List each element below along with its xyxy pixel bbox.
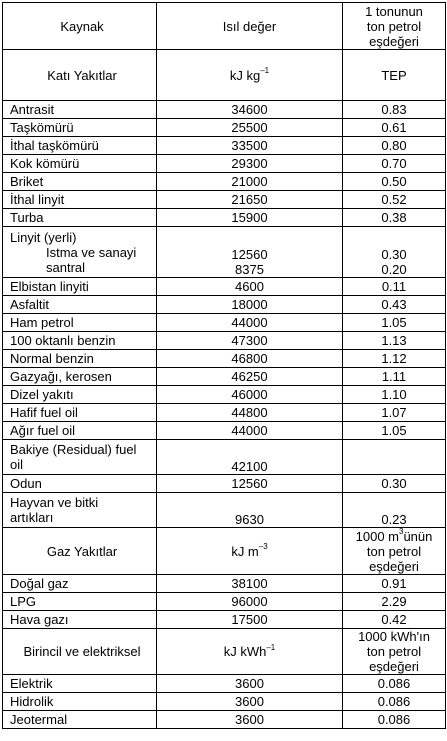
section-title: Gaz Yakıtlar — [3, 528, 157, 575]
elec-col3-line3: eşdeğeri — [369, 659, 419, 674]
unit-exponent: –1 — [260, 66, 270, 76]
tep-value: 1.12 — [343, 350, 446, 368]
hayvan-line1: Hayvan ve bitki — [10, 495, 99, 510]
heating-value: 9630 — [157, 493, 343, 528]
header-source: Kaynak — [3, 3, 157, 50]
table-row — [3, 314, 446, 332]
tep-value: 0.086 — [343, 693, 446, 711]
tep-value: 1.11 — [343, 368, 446, 386]
table-row-hayvan — [3, 493, 446, 528]
tep-value: 1.07 — [343, 404, 446, 422]
table-row — [3, 711, 446, 729]
table-row — [3, 475, 446, 493]
heating-value: 4600 — [157, 278, 343, 296]
elec-col3-line2: ton petrol — [366, 644, 422, 659]
heating-value: 96000 — [157, 593, 343, 611]
heating-value: 34600 — [157, 101, 343, 119]
unit-base: kJ kg — [229, 67, 261, 83]
table-row — [3, 296, 446, 314]
heating-value: 25500 — [157, 119, 343, 137]
linyit-value1: 12560 — [231, 247, 268, 262]
source-name: Normal benzin — [3, 350, 157, 368]
section-gas-header — [3, 528, 446, 575]
heating-value: 46800 — [157, 350, 343, 368]
source-name: LPG — [3, 593, 157, 611]
source-name: Asfaltit — [3, 296, 157, 314]
header-heating-value: Isıl değer — [157, 3, 343, 50]
gas-col3-line1 — [345, 529, 443, 544]
gas-col3-line2: ton petrol — [366, 543, 422, 559]
heating-value: 33500 — [157, 137, 343, 155]
heating-value: 21650 — [157, 191, 343, 209]
tep-value: 0.43 — [343, 296, 446, 314]
header-tep-line2: ton petrol — [366, 18, 422, 34]
tep-value: 0.086 — [343, 711, 446, 729]
source-name — [3, 227, 157, 278]
tep-value: 0.086 — [343, 675, 446, 693]
heating-value: 3600 — [157, 693, 343, 711]
gas-unit-text: 1000 m — [355, 528, 399, 544]
linyit-title: Linyit (yerli) — [10, 229, 77, 245]
heating-value: 3600 — [157, 675, 343, 693]
section-unit — [157, 629, 343, 675]
tep-value: 0.52 — [343, 191, 446, 209]
heating-value: 47300 — [157, 332, 343, 350]
hayvan-line2: artıkları — [10, 510, 54, 525]
heating-value: 46250 — [157, 368, 343, 386]
heating-value: 44800 — [157, 404, 343, 422]
table-row-bakiye — [3, 440, 446, 475]
table-row — [3, 404, 446, 422]
gas-unit-suffix: ünün — [403, 528, 433, 544]
tep-value — [343, 227, 446, 278]
linyit-value2: 8375 — [235, 262, 264, 277]
bakiye-line1: Bakiye (Residual) fuel — [10, 442, 137, 457]
unit-exponent: –3 — [258, 542, 268, 552]
table-row — [3, 386, 446, 404]
table-row — [3, 332, 446, 350]
source-name: İthal taşkömürü — [3, 137, 157, 155]
source-name: İthal linyit — [3, 191, 157, 209]
heating-value — [157, 227, 343, 278]
table-row — [3, 350, 446, 368]
section-electric-header — [3, 629, 446, 675]
section-col3: TEP — [343, 50, 446, 101]
section-title: Katı Yakıtlar — [3, 50, 157, 101]
elec-col3-line1: 1000 kWh'ın — [358, 629, 430, 644]
heating-value: 42100 — [157, 440, 343, 475]
heating-value: 18000 — [157, 296, 343, 314]
table-row — [3, 675, 446, 693]
tep-value: 0.42 — [343, 611, 446, 629]
source-name: Dizel yakıtı — [3, 386, 157, 404]
tep-value: 0.83 — [343, 101, 446, 119]
tep-value: 1.13 — [343, 332, 446, 350]
table-row — [3, 101, 446, 119]
header-tep-line1: 1 tonunun — [365, 3, 423, 19]
unit-base: kJ m — [231, 543, 259, 559]
header-tep-equivalent — [343, 3, 446, 50]
source-name: Jeotermal — [3, 711, 157, 729]
gas-col3-line3: eşdeğeri — [369, 558, 419, 574]
section-col3 — [343, 528, 446, 575]
source-name — [3, 493, 157, 528]
heating-value: 15900 — [157, 209, 343, 227]
table-row — [3, 693, 446, 711]
tep-value: 2.29 — [343, 593, 446, 611]
table-row — [3, 593, 446, 611]
tep-value — [343, 440, 446, 475]
table-row — [3, 611, 446, 629]
gas-unit-exponent: 3 — [399, 527, 404, 537]
linyit-tep2: 0.20 — [381, 262, 407, 277]
table-row — [3, 278, 446, 296]
table-row — [3, 137, 446, 155]
source-name: Kok kömürü — [3, 155, 157, 173]
section-col3 — [343, 629, 446, 675]
source-name: Taşkömürü — [3, 119, 157, 137]
source-name: Ham petrol — [3, 314, 157, 332]
source-name: 100 oktanlı benzin — [3, 332, 157, 350]
tep-value: 0.70 — [343, 155, 446, 173]
energy-equivalence-table — [2, 2, 446, 729]
tep-value: 0.50 — [343, 173, 446, 191]
table-row — [3, 209, 446, 227]
source-name: Hava gazı — [3, 611, 157, 629]
source-name: Hafif fuel oil — [3, 404, 157, 422]
table-row — [3, 422, 446, 440]
source-name — [3, 440, 157, 475]
section-solid-header — [3, 50, 446, 101]
table-row — [3, 155, 446, 173]
section-title: Birincil ve elektriksel — [3, 629, 157, 675]
heating-value: 44000 — [157, 422, 343, 440]
heating-value: 44000 — [157, 314, 343, 332]
linyit-sub2: santral — [46, 259, 86, 275]
heating-value: 29300 — [157, 155, 343, 173]
source-name: Hidrolik — [3, 693, 157, 711]
tep-value: 1.10 — [343, 386, 446, 404]
heating-value: 38100 — [157, 575, 343, 593]
header-tep-line3: eşdeğeri — [369, 33, 419, 49]
section-unit — [157, 528, 343, 575]
source-name: Elektrik — [3, 675, 157, 693]
tep-value: 0.61 — [343, 119, 446, 137]
heating-value: 3600 — [157, 711, 343, 729]
tep-value: 0.30 — [343, 475, 446, 493]
section-unit — [157, 50, 343, 101]
tep-value: 0.23 — [343, 493, 446, 528]
tep-value: 0.11 — [343, 278, 446, 296]
tep-value: 0.80 — [343, 137, 446, 155]
heating-value: 12560 — [157, 475, 343, 493]
table-row-linyit — [3, 227, 446, 278]
source-name: Doğal gaz — [3, 575, 157, 593]
linyit-tep1: 0.30 — [381, 247, 407, 262]
table-header-row — [3, 3, 446, 50]
tep-value: 1.05 — [343, 422, 446, 440]
table-row — [3, 119, 446, 137]
source-name: Antrasit — [3, 101, 157, 119]
bakiye-line2: oil — [10, 457, 24, 472]
tep-value: 0.38 — [343, 209, 446, 227]
source-name: Odun — [3, 475, 157, 493]
unit-exponent: –1 — [266, 642, 276, 652]
source-name: Elbistan linyiti — [3, 278, 157, 296]
table-row — [3, 191, 446, 209]
unit-base: kJ kWh — [223, 644, 267, 659]
table-row — [3, 173, 446, 191]
tep-value: 1.05 — [343, 314, 446, 332]
source-name: Gazyağı, kerosen — [3, 368, 157, 386]
source-name: Briket — [3, 173, 157, 191]
source-name: Ağır fuel oil — [3, 422, 157, 440]
source-name: Turba — [3, 209, 157, 227]
linyit-sub1: Istma ve sanayi — [46, 244, 137, 260]
heating-value: 21000 — [157, 173, 343, 191]
heating-value: 17500 — [157, 611, 343, 629]
table-row — [3, 575, 446, 593]
table-row — [3, 368, 446, 386]
tep-value: 0.91 — [343, 575, 446, 593]
heating-value: 46000 — [157, 386, 343, 404]
